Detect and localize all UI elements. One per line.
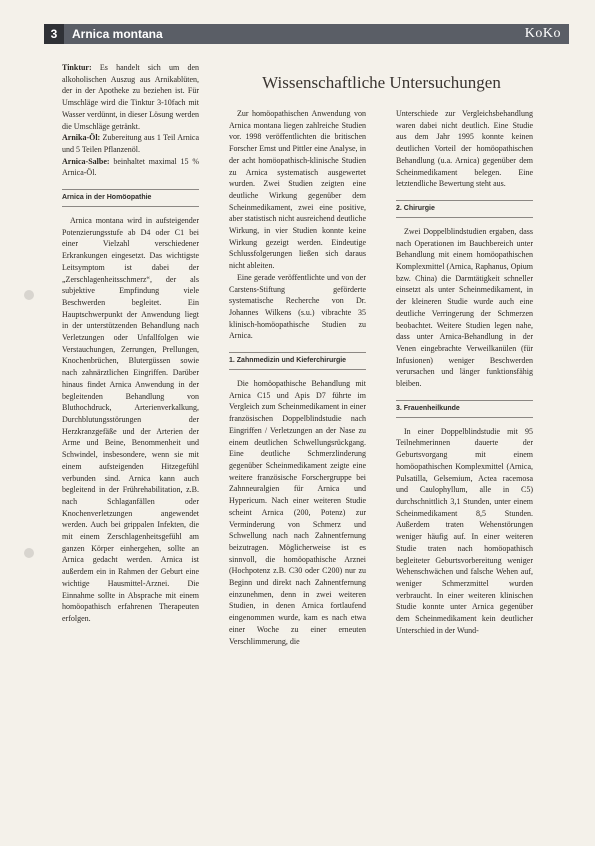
subheading: 1. Zahnmedizin und Kieferchirurgie xyxy=(229,352,366,370)
section-title: Arnica montana xyxy=(72,27,163,41)
subheading: 2. Chirurgie xyxy=(396,200,533,218)
punch-hole-icon xyxy=(24,548,34,558)
paragraph: Zur homöopathischen Anwendung von Arnica montana liegen zahlreiche Studien vor. 1998 veröffentlichten die britischen Forscher Ernst und Pittler eine Analyse, in der acht homöopathisch-klinische Studien zu Arnica systematisch ausgewertet wurden. Zwei Studien zeigten eine deutliche Wirkung gegenüber dem Scheinmedikament, zwei eine positive, aber statistisch nicht ausreichend deutliche Wirkung, in vier Studien konnte keine Wirkung gezeigt werden. Eindeutige Schlussfolgerungen ließen sich daraus nicht ableiten. xyxy=(229,109,366,271)
paragraph: Zwei Doppelblindstudien ergaben, dass nach Operationen im Bauchbereich unter Behandlung mit einem homöopathischen Komplexmittel (Arnica, Raphanus, Opium bzw. China) die Darmtätigkeit schneller einsetzt als unter Scheinmedikament, in der kleineren Studie wurde auch eine deutliche Verringerung der Schmerzen beobachtet. Weitere Studien legen nahe, dass unter Arnica-Behandlung in der Venen eingebrachte Verweilkanülen (für Infusionen) weniger Beschwerden verursachen und länger funktionsfähig bleiben. xyxy=(396,226,533,389)
term-label: Arnika-Öl: xyxy=(62,133,101,143)
paragraph: Unterschiede zur Vergleichsbehandlung waren dabei nicht deutlich. Eine Studie aus dem Jahr 1995 konnte keinen deutlichen Vorteil der homöopathischen Behandlung (u.a. Arnica) gegenüber dem Scheinmedikament belegen. Eine letztendliche Bewertung steht aus. xyxy=(396,109,533,189)
column-1 xyxy=(62,62,199,625)
paragraph xyxy=(62,62,199,132)
paragraph xyxy=(62,156,199,179)
paragraph: Die homöopathische Behandlung mit Arnica C15 und Apis D7 führte im Vergleich zum Scheinmedikament in einer französischen Doppelblindstudie nach Eingriffen / Verletzungen an der Nase zu einem deutlichen Schwellungsrückgang. Eine deutliche Schmerzlinderung gegenüber Scheinmedikament zeigte eine weitere französische Forschergruppe bei Zahnneuralgien für Arnica und Hypericum. Nach einer weiteren Studie scheint Arnica (200, Potenz) zur Verminderung von Schmerz und Schwellung nach nach Zahnentfernung beizutragen. Möglicherweise ist es sinnvoll, die homöopathische Arznei (Hochpotenz z.B. C30 oder C200) nur zu Beginn und direkt nach Zahnentfernung einzunehmen, denn in zwei weiteren Studien, in denen Arnica fortlaufend eingenommen wurde, kam es nach etwa einer Woche zu einer erneuten Verschlimmerung, die xyxy=(229,379,366,646)
subheading: Arnica in der Homöopathie xyxy=(62,189,199,207)
subheading: 3. Frauenheilkunde xyxy=(396,400,533,418)
paragraph xyxy=(62,132,199,155)
paragraph-text: beinhaltet maximal 15 % Arnica-Öl. xyxy=(62,156,199,178)
brand-logo: KoKo xyxy=(524,26,561,41)
punch-hole-icon xyxy=(24,290,34,300)
term-label: Arnica-Salbe: xyxy=(62,156,110,166)
article-heading: Wissenschaftliche Untersuchungen xyxy=(262,73,501,92)
paragraph: Arnica montana wird in aufsteigender Potenzierungsstufe ab D4 oder C1 bei einer Vielzahl verschiedener Erkrankungen eingesetzt. Das wichtigste Leitsymptom ist dabei der „Zerschlagenheitsschmerz“, der als subjektive Empfindung viele Beschwerden begleitet. Ein Hauptschwerpunkt der Anwendung liegt in der unterstützenden Behandlung nach Verletzungen oder Unfallfolgen wie Verstauchungen, Zerrungen, Prellungen, Knochenbrüchen, Blutergüssen sowie nach zahnärztlichen Eingriffen. Darüber hinaus findet Arnica Anwendung in der begleitenden Behandlung von Bluthochdruck, Arterienverkalkung, Durchblutungsstörungen der Herzkranzgefäße und der Arterien der Arme und Beine, Benommenheit und Schwindel, insbesondere, wenn sie mit einem aufsteigenden Hitzegefühl verbunden sind. Arnica kann auch begleitend in der Frührehabilitation, z.B. nach Schlaganfällen oder Knochenverletzungen angewendet werden. Auch bei grippalen Infekten, die mit einem Zerschlagenheitsgefühl am ganzen Körper einhergehen, sollte an Arnica gedacht werden. Arnica ist außerdem ein in Rahmen der Geburt eine wichtige Hausmittel-Arznei. Die Einnahme sollte in Absprache mit einem homöopathisch erfahrenen Therapeuten erfolgen. xyxy=(62,216,199,623)
paragraph: Eine gerade veröffentlichte und von der Carstens-Stiftung geförderte systematische Recherche von Dr. Johannes Wilkens (s.u.) vibrachte 35 klinisch-homöopathische Studien zu Arnica. xyxy=(229,272,366,341)
column-3 xyxy=(396,108,533,636)
paragraph-text: Es handelt sich um den alkoholischen Auszug aus Arnikablüten, der in der Apotheke zu beziehen ist. Für Umschläge wird die Tinktur 3-10fach mit Wasser verdünnt, in dieser Lösung werden die Umschläge getränkt. xyxy=(62,63,199,131)
paragraph: In einer Doppelblindstudie mit 95 Teilnehmerinnen dauerte der Geburtsvorgang mit einem homöopathischen Komplexmittel (Arnica, Pulsatilla, Gelsemium, Actea racemosa und Caulophyllum, alle in C5) durchschnittlich 3,1 Stunden, unter einem Scheinmedikament 8,5 Stunden. Außerdem traten Wehenstörungen weniger häufig auf. In einer weiteren Studie traten nach homöopathisch begleiteter Geburtsvorbereitung weniger Wehenschwächen und falsche Wehen auf, weniger Schmerzmittel wurden verbraucht. In einer weiteren klinischen Studie konnte unter Arnica gegenüber dem Scheinmedikament kein deutlicher Unterschied in der Wund- xyxy=(396,426,533,635)
header-bar xyxy=(44,24,569,44)
column-2 xyxy=(229,108,366,647)
paragraph-text: Zubereitung aus 1 Teil Arnica und 5 Teilen Pflanzenöl. xyxy=(62,133,200,154)
page-number: 3 xyxy=(44,24,64,44)
term-label: Tinktur: xyxy=(62,63,92,72)
